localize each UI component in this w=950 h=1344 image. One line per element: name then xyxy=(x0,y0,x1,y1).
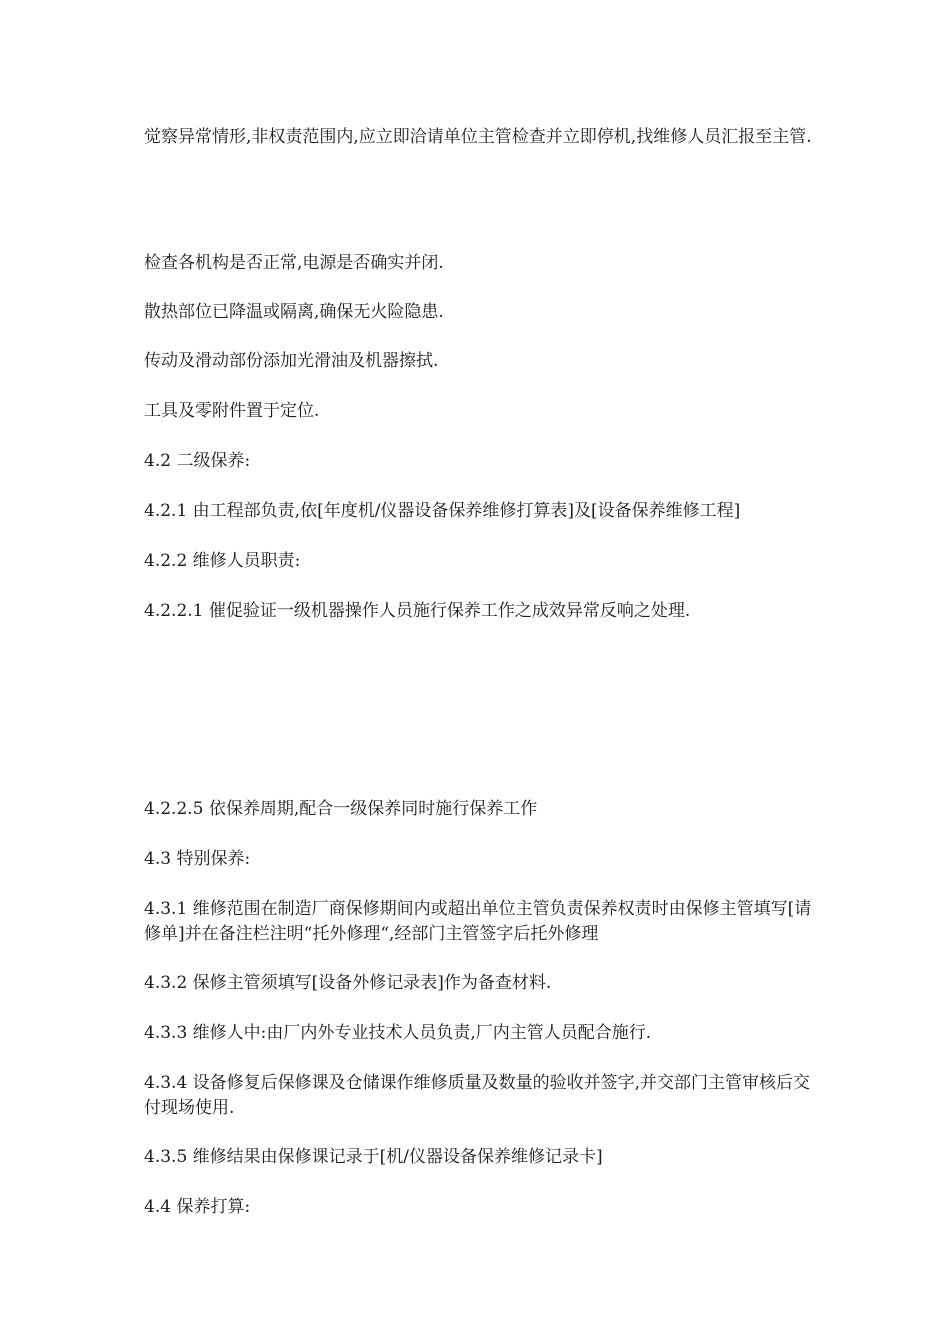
paragraph-tools-placement: 工具及零附件置于定位. xyxy=(144,401,320,421)
heading-4-4: 4.4 保养打算: xyxy=(144,1197,251,1217)
paragraph-4-3-3: 4.3.3 维修人中:由厂内外专业技术人员负责,厂内主管人员配合施行. xyxy=(144,1023,652,1043)
paragraph-4-3-5: 4.3.5 维修结果由保修课记录于[机/仪器设备保养维修记录卡] xyxy=(144,1147,603,1167)
paragraph-heat-dissipation: 散热部位已降温或隔离,确保无火险隐患. xyxy=(144,302,444,322)
paragraph-check-mechanisms: 检查各机构是否正常,电源是否确实并闭. xyxy=(144,253,444,273)
heading-4-3: 4.3 特别保养: xyxy=(144,849,251,869)
paragraph-4-3-4: 4.3.4 设备修复后保修课及仓储课作维修质量及数量的验收并签字,并交部门主管审核后交付现场使用. xyxy=(144,1073,811,1118)
paragraph-4-2-1: 4.2.1 由工程部负责,依[年度机/仪器设备保养维修打算表]及[设备保养维修工程] xyxy=(144,501,741,521)
paragraph-4-2-2: 4.2.2 维修人员职责: xyxy=(144,551,301,571)
paragraph-4-2-2-1: 4.2.2.1 催促验证一级机器操作人员施行保养工作之成效异常反响之处理. xyxy=(144,601,691,621)
paragraph-lubrication: 传动及滑动部份添加光滑油及机器擦拭. xyxy=(144,351,439,371)
paragraph-4-3-1: 4.3.1 维修范围在制造厂商保修期间内或超出单位主管负责保养权责时由保修主管填写[请修单]并在备注栏注明“托外修理“,经部门主管签字后托外修理 xyxy=(144,899,812,944)
paragraph-4-2-2-5: 4.2.2.5 依保养周期,配合一级保养同时施行保养工作 xyxy=(144,799,538,819)
heading-4-2: 4.2 二级保养: xyxy=(144,451,251,471)
paragraph-abnormal-report: 觉察异常情形,非权责范围内,应立即洽请单位主管检查并立即停机,找维修人员汇报至主管. xyxy=(144,127,812,147)
paragraph-4-3-2: 4.3.2 保修主管须填写[设备外修记录表]作为备查材料. xyxy=(144,973,552,993)
